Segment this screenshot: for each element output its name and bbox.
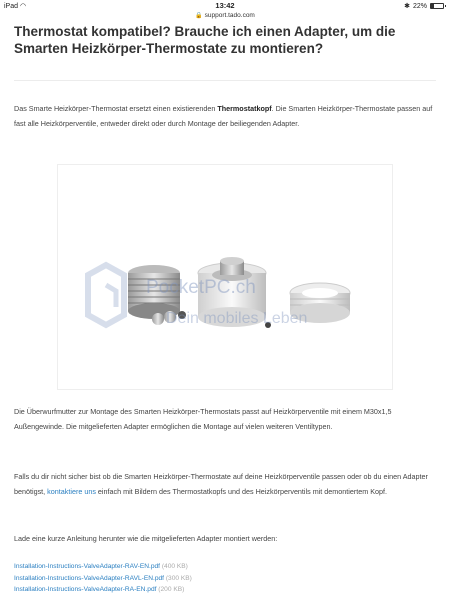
adapter-product-image [57, 164, 393, 390]
file-size: (200 KB) [158, 586, 185, 593]
watermark-subtext: Dein mobiles Leben [166, 310, 308, 327]
contact-link[interactable]: kontaktiere uns [47, 486, 96, 496]
bold-term: Thermostatkopf [217, 104, 272, 113]
bluetooth-icon: ✱ [404, 3, 410, 10]
wifi-icon: ◠ [19, 3, 27, 10]
watermark-logo-icon [88, 265, 124, 325]
download-item [14, 584, 192, 596]
battery-percent: 22% [412, 2, 427, 10]
download-list [14, 561, 192, 596]
file-size: (400 KB) [161, 563, 188, 570]
compatibility-paragraph: Die Überwurfmutter zur Montage des Smarten Heizkörper-Thermostats passt auf Heizkörperventile mit einem M30x1,5 Außengewinde. Die mitgelieferten Adapter ermöglichen die Montage auf vielen weiteren Ventiltypen. [14, 407, 392, 431]
battery-icon [430, 3, 444, 9]
download-item [14, 561, 192, 573]
lock-icon: 🔒 [195, 13, 203, 19]
watermark-text: PocketPC.ch [146, 277, 256, 298]
device-label: iPad ◠ [4, 3, 27, 10]
download-link-ravl[interactable]: Installation-Instructions-ValveAdapter-RAVL-EN.pdf [14, 574, 165, 582]
address-bar[interactable] [0, 12, 450, 19]
download-intro: Lade eine kurze Anleitung herunter wie die mitgelieferten Adapter montiert werden: [14, 534, 278, 543]
divider [14, 80, 436, 81]
download-link-rav[interactable]: Installation-Instructions-ValveAdapter-RAV-EN.pdf [14, 563, 160, 570]
status-right [404, 2, 444, 10]
intro-paragraph: Das Smarte Heizkörper-Thermostat ersetzt einen existierenden Thermostatkopf. Die Smarten Heizkörper-Thermostate passen auf fast alle Heizkörperventile, entweder direkt oder durch Montage der beiliegenden Adapter. [14, 104, 433, 128]
file-size: (300 KB) [165, 574, 192, 582]
url-text: support.tado.com [204, 12, 255, 19]
clock: 13:42 [215, 1, 235, 10]
download-link-ra[interactable]: Installation-Instructions-ValveAdapter-RA-EN.pdf [14, 586, 157, 593]
article-heading: Thermostat kompatibel? Brauche ich einen Adapter, um die Smarten Heizkörper-Thermostate zu montieren? [14, 24, 396, 56]
contact-paragraph: Falls du dir nicht sicher bist ob die Smarten Heizkörper-Thermostate auf deine Heizkörperventile passen oder ob du einen Adapter benötigst, kontaktiere uns einfach mit Bildern des Thermostatkopfs und des Heizkörperventils mit demontiertem Kopf. [14, 472, 428, 496]
download-item [14, 573, 192, 585]
